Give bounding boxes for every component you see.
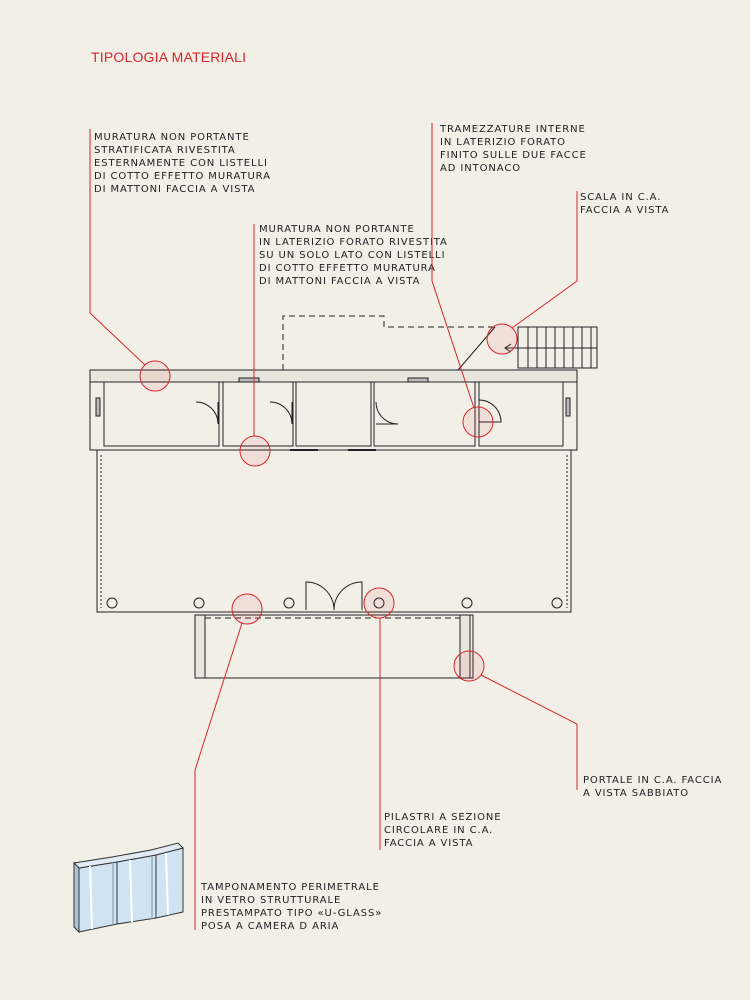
label-muratura-stratificata: MURATURA NON PORTANTE STRATIFICATA RIVESTITA ESTERNAMENTE CON LISTELLI DI COTTO EFFETTO MURATURA DI MATTONI FACCIA A VISTA <box>94 132 271 195</box>
label-tramezzature: TRAMEZZATURE INTERNE IN LATERIZIO FORATO FINITO SULLE DUE FACCE AD INTONACO <box>440 124 587 174</box>
window-mark-3 <box>96 398 100 416</box>
main-door-right-leaf <box>334 582 362 610</box>
main-hall <box>97 450 571 612</box>
callout-circle-tamponamento <box>232 594 262 624</box>
portico <box>195 615 473 678</box>
callout-circle-scala <box>487 324 517 354</box>
callout-circle-portale <box>454 651 484 681</box>
u-glass-side <box>74 863 79 932</box>
leader-muratura-stratificata <box>90 129 145 365</box>
portico-pillar-left <box>195 615 205 678</box>
room-center <box>296 382 371 446</box>
door-arc-1 <box>196 402 218 424</box>
roof-outline-dashed <box>283 316 495 370</box>
label-muratura-laterizio: MURATURA NON PORTANTE IN LATERIZIO FORATO RIVESTITA SU UN SOLO LATO CON LISTELLI DI COTTO EFFETTO MURATURA DI MATTONI FACCIA A VISTA <box>259 224 448 287</box>
leader-scala <box>512 191 577 328</box>
room-bath-right <box>374 382 475 446</box>
label-pilastri: PILASTRI A SEZIONE CIRCOLARE IN C.A. FACCIA A VISTA <box>384 812 502 849</box>
callout-circle-muratura-stratificata <box>140 361 170 391</box>
callout-circle-tramezzature <box>463 407 493 437</box>
pillar <box>107 598 117 608</box>
pillar <box>284 598 294 608</box>
u-glass-illustration <box>74 843 183 932</box>
door-arc-3 <box>376 402 398 424</box>
page-title: TIPOLOGIA MATERIALI <box>91 49 247 65</box>
leader-portale <box>481 675 577 790</box>
leader-lines <box>90 123 577 930</box>
door-arc-2 <box>270 402 292 424</box>
label-portale: PORTALE IN C.A. FACCIA A VISTA SABBIATO <box>583 775 723 799</box>
room-left <box>104 382 219 446</box>
label-tamponamento: TAMPONAMENTO PERIMETRALE IN VETRO STRUTTURALE PRESTAMPATO TIPO «U-GLASS» POSA A CAMERA D ARIA <box>201 882 383 932</box>
main-door-left-leaf <box>306 582 334 610</box>
pillar <box>552 598 562 608</box>
callout-circle-muratura-laterizio <box>240 436 270 466</box>
room-right <box>479 382 563 446</box>
label-scala: SCALA IN C.A. FACCIA A VISTA <box>580 192 670 216</box>
pillar <box>462 598 472 608</box>
pillar <box>194 598 204 608</box>
window-mark-4 <box>566 398 570 416</box>
window-mark-1 <box>239 378 259 382</box>
window-mark-2 <box>408 378 428 382</box>
callout-circle-pilastri <box>364 588 394 618</box>
leader-tramezzature <box>432 123 474 408</box>
